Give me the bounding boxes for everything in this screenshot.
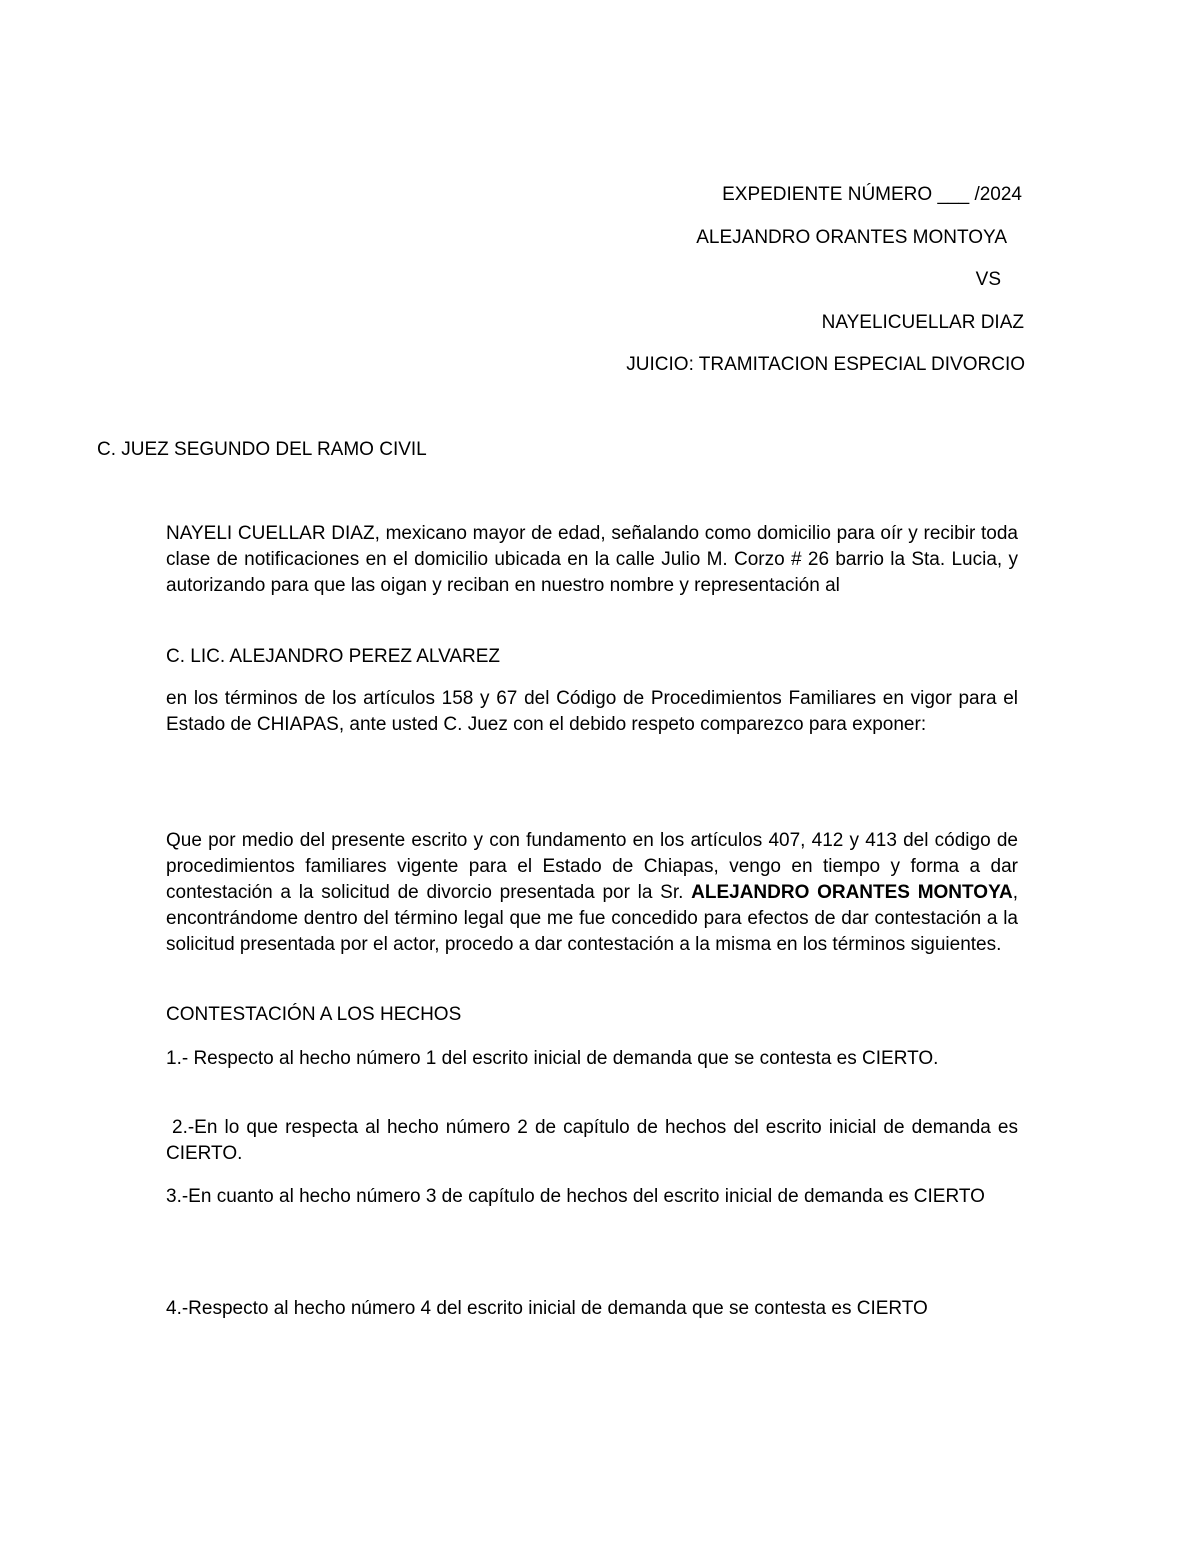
actor-name: ALEJANDRO ORANTES MONTOYA — [696, 227, 1007, 248]
lawyer-line — [166, 644, 1018, 670]
body-bold-name: ALEJANDRO ORANTES MONTOYA — [691, 882, 1013, 903]
demandada-name: NAYELICUELLAR DIAZ — [821, 312, 1024, 333]
expediente-prefix: EXPEDIENTE NÚMERO — [722, 184, 933, 205]
juicio-line: JUICIO: TRAMITACION ESPECIAL DIVORCIO — [626, 354, 1025, 375]
hecho-3-text: 3.-En cuanto al hecho número 3 de capítulo de hechos del escrito inicial de demanda es CIERTO — [166, 1186, 985, 1207]
expediente-line — [722, 183, 1022, 207]
addressee: C. JUEZ SEGUNDO DEL RAMO CIVIL — [97, 439, 427, 460]
hecho-2-text: 2.-En lo que respecta al hecho número 2 de capítulo de hechos del escrito inicial de demanda es CIERTO. — [166, 1117, 1018, 1164]
body-text-part1: Que por medio del presente escrito y con fundamento en los artículos 407, 412 y 413 del código de procedimientos familiares vigente para el Estado de Chiapas, vengo en tiempo y forma a dar contestación a la solicitud de divorcio presentada por la Sr. — [166, 830, 1018, 903]
intro-text: NAYELI CUELLAR DIAZ, mexicano mayor de edad, señalando como domicilio para oír y recibir toda clase de notificaciones en el domicilio ubicada en la calle Julio M. Corzo # 26 barrio la Sta. Lucia, y autorizando para que las oigan y reciban en nuestro nombre y representación al — [166, 523, 1018, 596]
intro-paragraph — [166, 521, 1018, 599]
hecho-item — [166, 1184, 1018, 1210]
section-title — [166, 1002, 1018, 1028]
terms-text: en los términos de los artículos 158 y 67 del Código de Procedimientos Familiares en vigor para el Estado de CHIAPAS, ante usted C. Juez con el debido respeto comparezco para exponer: — [166, 688, 1018, 735]
hecho-1-text: 1.- Respecto al hecho número 1 del escrito inicial de demanda que se contesta es CIERTO. — [166, 1048, 939, 1069]
hecho-item — [166, 1046, 1018, 1072]
versus-label: VS — [975, 269, 1001, 290]
expediente-blank: ___ — [937, 184, 970, 205]
body-text-part2: , encontrándome dentro del término legal que me fue concedido para efectos de dar contestación a la solicitud presentada por el actor, procedo a dar contestación a la misma en los términos siguientes. — [166, 882, 1019, 955]
hecho-item — [166, 1296, 1018, 1322]
section-title-text: CONTESTACIÓN A LOS HECHOS — [166, 1004, 462, 1025]
body-paragraph — [166, 828, 1018, 958]
expediente-year: /2024 — [974, 184, 1022, 205]
terms-paragraph — [166, 686, 1018, 738]
hecho-4-text: 4.-Respecto al hecho número 4 del escrito inicial de demanda que se contesta es CIERTO — [166, 1298, 928, 1319]
hecho-item — [166, 1115, 1018, 1167]
lawyer-name: C. LIC. ALEJANDRO PEREZ ALVAREZ — [166, 646, 501, 667]
